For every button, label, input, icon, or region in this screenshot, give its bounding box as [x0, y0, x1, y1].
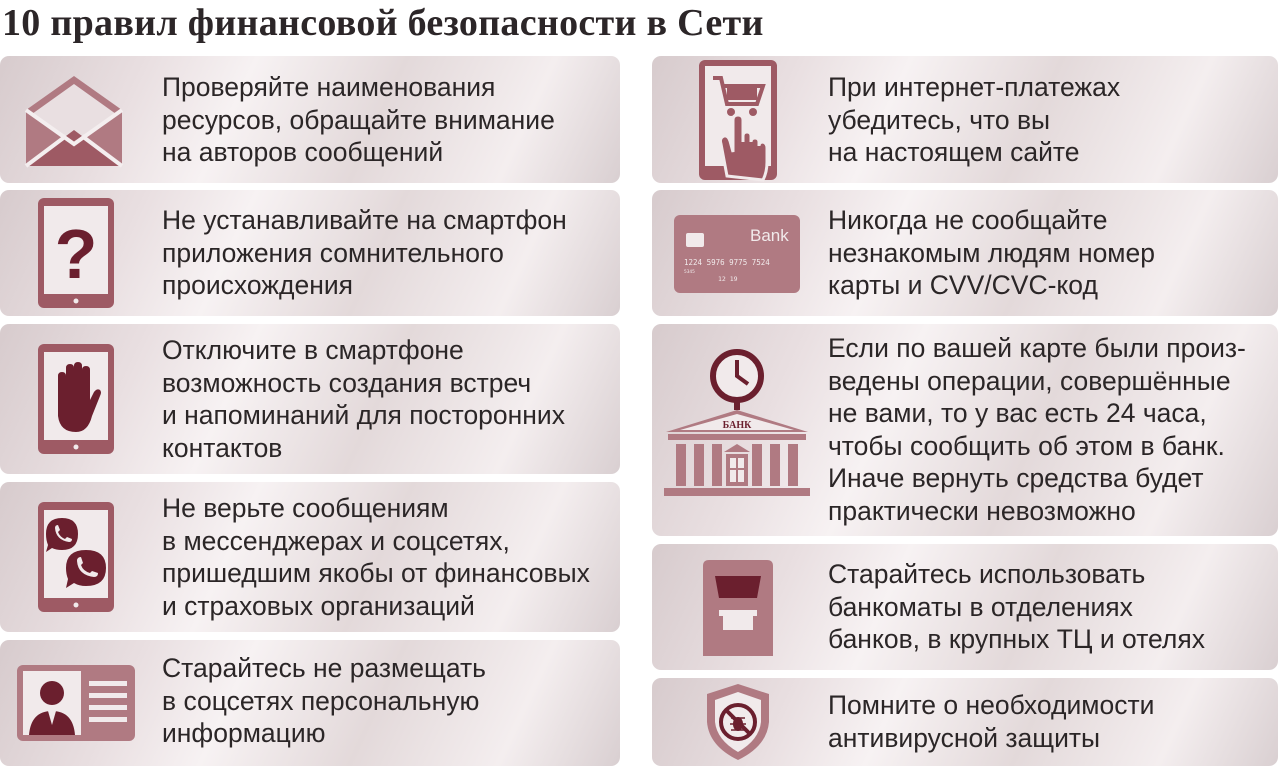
id-card-icon	[14, 662, 138, 744]
card-bank-label: Bank	[750, 226, 789, 245]
rule-text-3: Отключите в смартфоне возможность создания встреч и напоминаний для посторонних контактов	[162, 335, 565, 463]
stop-hand-phone-icon	[34, 341, 118, 457]
messenger-phone-icon	[34, 499, 118, 615]
bank-sign: БАНК	[722, 420, 752, 431]
bank-clock-icon	[662, 348, 812, 500]
rule-card-3	[0, 324, 620, 474]
envelope-icon	[18, 66, 130, 173]
rule-text-8: Если по вашей карте были произ- ведены операции, совершённые не вами, то у вас есть 24 часа, чтобы сообщить об этом в банк. Иначе вернуть средства будет практически невозможно	[828, 333, 1246, 526]
rule-card-6	[652, 56, 1278, 183]
rule-text-4: Не верьте сообщениям в мессенджерах и соцсетях, пришедшим якобы от финансовых и страховых организаций	[162, 493, 590, 621]
rule-card-9	[652, 544, 1278, 670]
rule-card-2	[0, 190, 620, 316]
card-expiry: 12 19	[718, 275, 738, 283]
rule-card-8	[652, 324, 1278, 536]
rule-card-10	[652, 678, 1278, 766]
atm-icon	[698, 556, 778, 660]
shopping-cart-tablet-icon	[696, 56, 780, 183]
svg-text:?: ?	[54, 215, 98, 293]
rule-text-1: Проверяйте наименования ресурсов, обращайте внимание на авторов сообщений	[162, 72, 555, 167]
rule-text-6: При интернет-платежах убедитесь, что вы на настоящем сайте	[828, 72, 1121, 167]
rule-card-1	[0, 56, 620, 183]
page-title: 10 правил финансовой безопасности в Сети	[2, 2, 764, 44]
card-small-number: 5345	[684, 270, 695, 275]
rule-text-5: Старайтесь не размещать в соцсетях персональную информацию	[162, 653, 486, 748]
antivirus-shield-icon	[702, 682, 774, 762]
rule-text-2: Не устанавливайте на смартфон приложения сомнительного происхождения	[162, 205, 567, 300]
question-phone-icon	[34, 195, 118, 311]
rule-card-4	[0, 482, 620, 632]
rule-text-9: Старайтесь использовать банкоматы в отделениях банков, в крупных ТЦ и отелях	[828, 559, 1205, 654]
rule-card-7	[652, 190, 1278, 316]
bank-card-icon	[670, 212, 804, 296]
rule-text-7: Никогда не сообщайте незнакомым людям номер карты и CVV/CVC-код	[828, 205, 1156, 300]
rule-card-5	[0, 640, 620, 766]
card-number: 1224 5976 9775 7524	[684, 258, 770, 267]
rule-text-10: Помните о необходимости антивирусной защиты	[828, 690, 1155, 753]
